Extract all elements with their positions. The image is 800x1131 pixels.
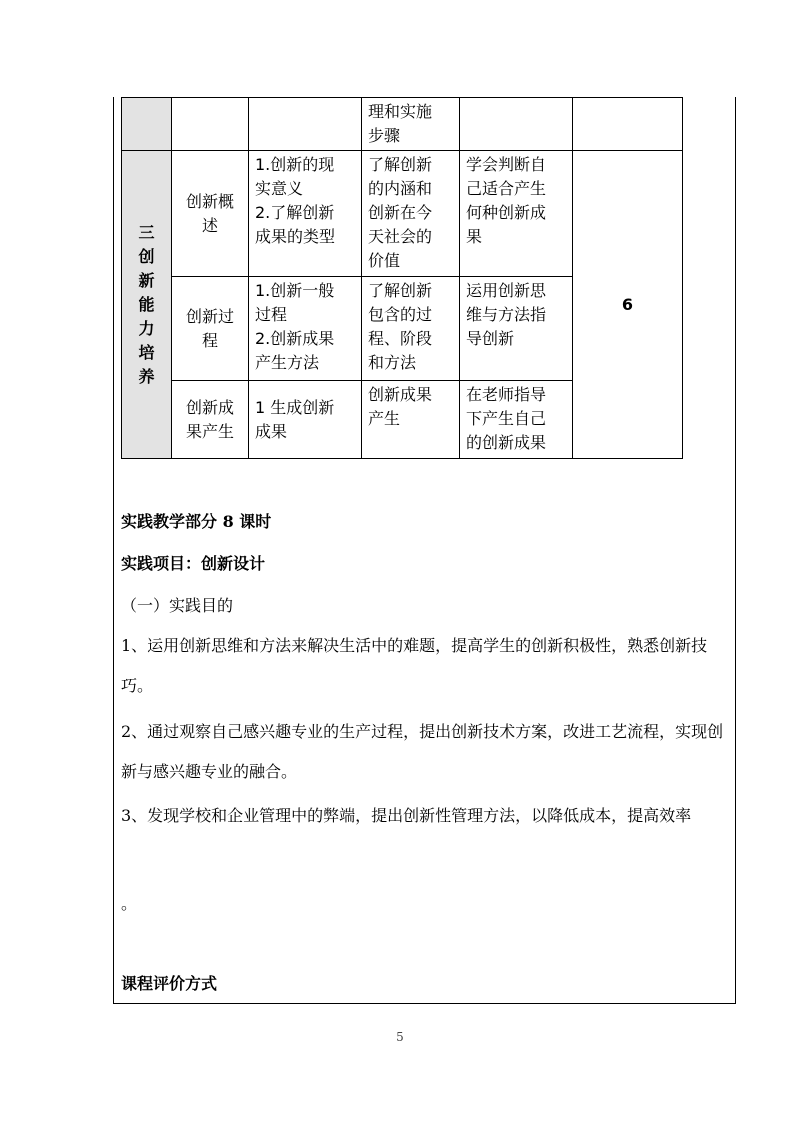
topic-cell: 创新过 程 <box>172 277 249 381</box>
purpose-item-2: 2、通过观察自己感兴趣专业的生产过程，提出创新技术方案，改进工艺流程，实现创新与感兴趣专业的融合。 <box>121 722 724 781</box>
table-row <box>122 98 683 151</box>
topic-cell <box>172 98 249 151</box>
chapter-cell: 三创新能力培养 <box>122 151 172 459</box>
content-cell: 1.创新的现 实意义 2.了解创新 成果的类型 <box>249 151 362 277</box>
chapter-cell-continued <box>122 98 172 151</box>
requirement-cell: 理和实施 步骤 <box>362 98 460 151</box>
purpose-title: （一）实践目的 <box>121 596 234 615</box>
purpose-item-3: 3、发现学校和企业管理中的弊端，提出创新性管理方法，以降低成本，提高效率 <box>121 806 692 825</box>
course-outline-table <box>121 97 683 459</box>
skill-cell: 运用创新思 维与方法指 导创新 <box>460 277 573 381</box>
requirement-cell: 了解创新 包含的过 程、阶段 和方法 <box>362 277 460 381</box>
skill-cell: 学会判断自 己适合产生 何种创新成 果 <box>460 151 573 277</box>
purpose-item-1: 1、运用创新思维和方法来解决生活中的难题，提高学生的创新积极性，熟悉创新技巧。 <box>121 636 708 695</box>
content-cell: 1 生成创新 成果 <box>249 381 362 459</box>
requirement-cell: 了解创新 的内涵和 创新在今 天社会的 价值 <box>362 151 460 277</box>
skill-cell: 在老师指导 下产生自己 的创新成果 <box>460 381 573 459</box>
content-cell: 1.创新一般 过程 2.创新成果 产生方法 <box>249 277 362 381</box>
evaluation-title: 课程评价方式 <box>121 974 218 993</box>
skill-cell <box>460 98 573 151</box>
topic-cell: 创新概 述 <box>172 151 249 277</box>
hours-cell-continued <box>573 98 683 151</box>
practice-heading: 实践教学部分 8 课时 <box>121 512 272 531</box>
topic-cell: 创新成 果产生 <box>172 381 249 459</box>
page-number: 5 <box>396 1030 404 1044</box>
practice-project: 实践项目：创新设计 <box>121 554 266 573</box>
content-cell <box>249 98 362 151</box>
table-row <box>122 151 683 277</box>
purpose-trailing-mark: 。 <box>121 894 138 913</box>
requirement-cell: 创新成果 产生 <box>362 381 460 459</box>
hours-cell: 6 <box>573 151 683 459</box>
